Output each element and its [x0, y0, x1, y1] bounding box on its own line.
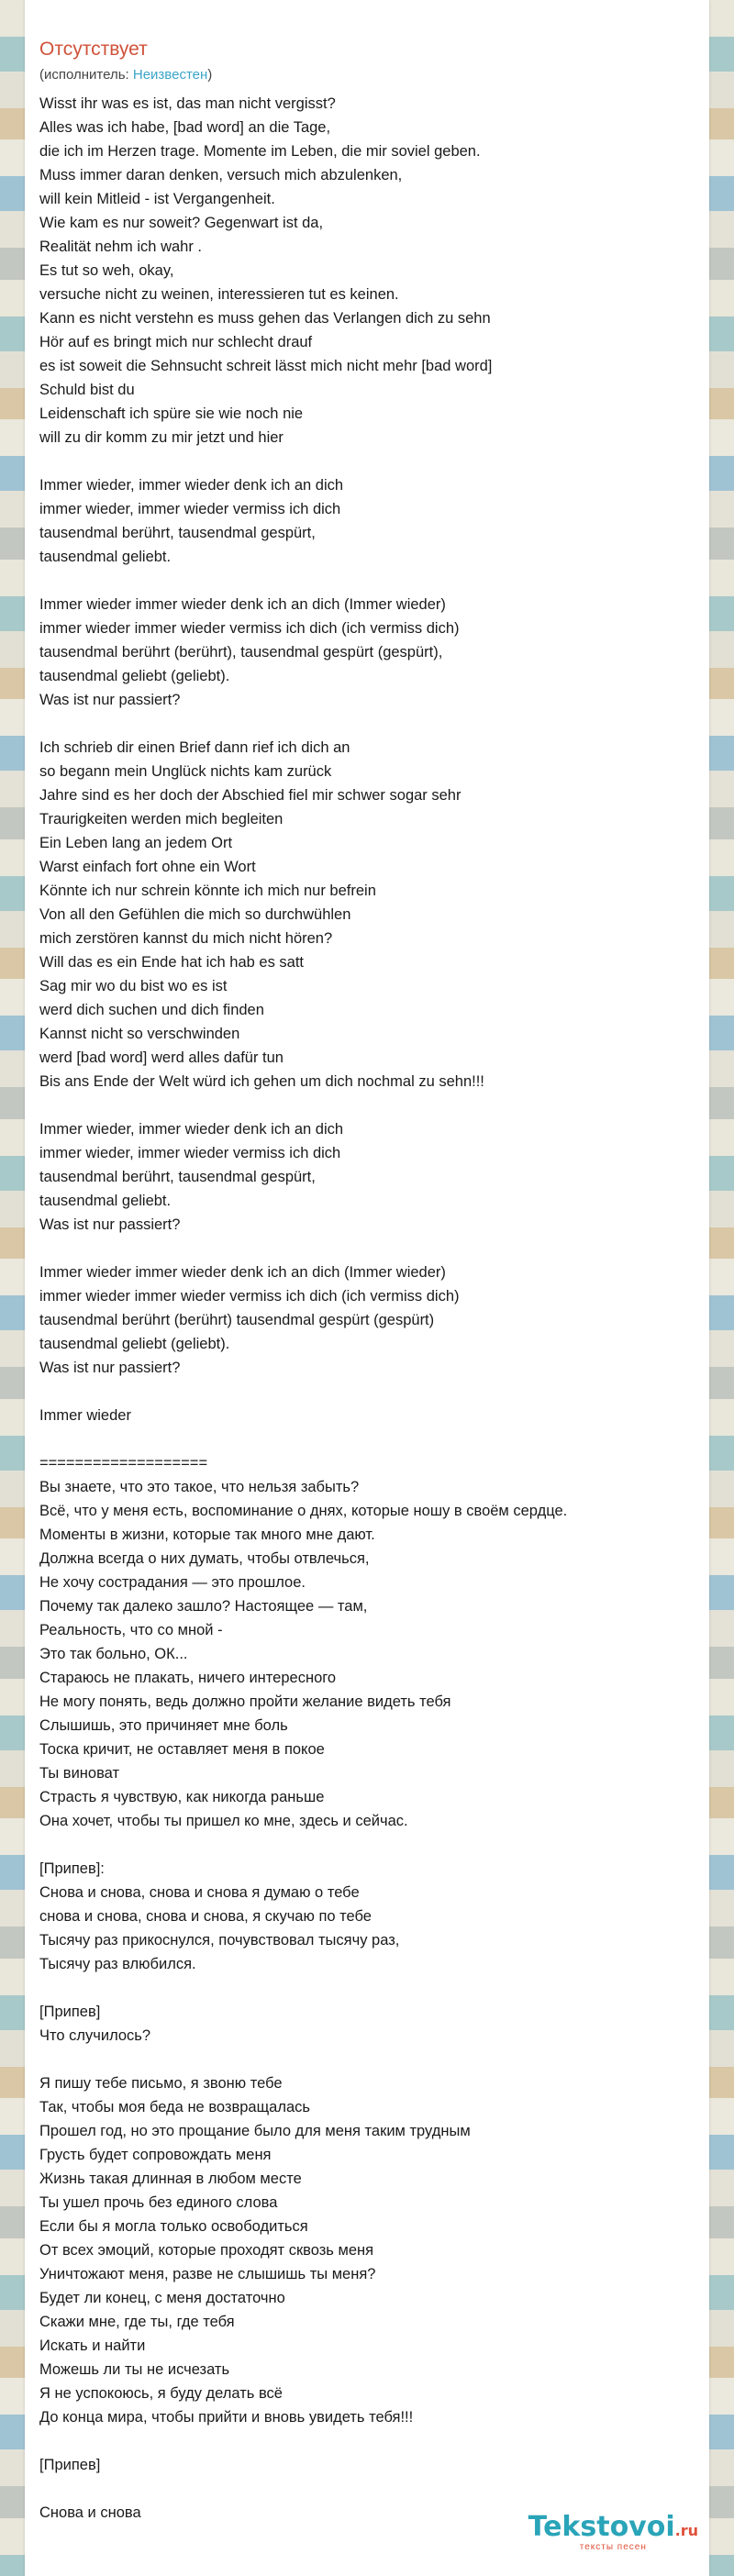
- logo-tld: .ru: [674, 2522, 698, 2539]
- logo-tagline: тексты песен: [579, 2542, 647, 2552]
- artist-prefix: (исполнитель:: [39, 67, 133, 83]
- site-logo[interactable]: [528, 2511, 698, 2552]
- artist-line: [39, 66, 212, 84]
- song-title: Отсутствует: [39, 39, 148, 60]
- lyrics-card: [25, 0, 709, 2576]
- logo-wordmark: [528, 2511, 698, 2543]
- logo-name: Tekstovoi: [528, 2511, 675, 2543]
- lyrics-text: Wisst ihr was es ist, das man nicht vergisst? Alles was ich habe, [bad word] an die Tage, die ich im Herzen trage. Momente im Leben, die mir soviel geben. Muss immer daran denken, versuch mich abzulenken, will kein Mitleid - ist Vergangenheit. Wie kam es nur soweit? Gegenwart ist da, Realität nehm ich wahr . Es tut so weh, okay, versuche nicht zu weinen, interessieren tut es keinen. Kann es nicht verstehn es muss gehen das Verlangen dich zu sehn Hör auf es bringt mich nur schlecht drauf es ist soweit die Sehnsucht schreit lässt mich nicht mehr [bad word] Schuld bist du Leidenschaft ich spüre sie wie noch nie will zu dir komm zu mir jetzt und hier Immer wieder, immer wieder denk ich an dich immer wieder, immer wieder vermiss ich dich tausendmal berührt, tausendmal gespürt, tausendmal geliebt. Immer wieder immer wieder denk ich an dich (Immer wieder) immer wieder immer wieder vermiss ich dich (ich vermiss dich) tausendmal berührt (berührt), tausendmal gespürt (gespürt), tausendmal geliebt (geliebt). Was ist nur passiert? Ich schrieb dir einen Brief dann rief ich dich an so begann mein Unglück nichts kam zurück Jahre sind es her doch der Abschied fiel mir schwer sogar sehr Traurigkeiten werden mich begleiten Ein Leben lang an jedem Ort Warst einfach fort ohne ein Wort Könnte ich nur schrein könnte ich mich nur befrein Von all den Gefühlen die mich so durchwühlen mich zerstören kannst du mich nicht hören? Will das es ein Ende hat ich hab es satt Sag mir wo du bist wo es ist werd dich suchen und dich finden Kannst nicht so verschwinden werd [bad word] werd alles dafür tun Bis ans Ende der Welt würd ich gehen um dich nochmal zu sehn!!! Immer wieder, immer wieder denk ich an dich immer wieder, immer wieder vermiss ich dich tausendmal berührt, tausendmal gespürt, tausendmal geliebt. Was ist nur passiert? Immer wieder immer wieder denk ich an dich (Immer wieder) immer wieder immer wieder vermiss ich dich (ich vermiss dich) tausendmal berührt (berührt) tausendmal gespürt (gespürt) tausendmal geliebt (geliebt). Was ist nur passiert? Immer wieder =================== Вы знаете, что это такое, что нельзя забыть? Всё, что у меня есть, воспоминание о днях, которые ношу в своём сердце. Моменты в жизни, которые так много мне дают. Должна всегда о них думать, чтобы отвлечься, Не хочу сострадания — это прошлое. Почему так далеко зашло? Настоящее — там, Реальность, что со мной - Это так больно, ОК... Стараюсь не плакать, ничего интересного Не могу понять, ведь должно пройти желание видеть тебя Слышишь, это причиняет мне боль Тоска кричит, не оставляет меня в покое Ты виноват Страсть я чувствую, как никогда раньше Она хочет, чтобы ты пришел ко мне, здесь и сейчас. [Припев]: Снова и снова, снова и снова я думаю о тебе снова и снова, снова и снова, я скучаю по тебе Тысячу раз прикоснулся, почувствовал тысячу раз, Тысячу раз влюбился. [Припев] Что случилось? Я пишу тебе письмо, я звоню тебе Так, чтобы моя беда не возвращалась Прошел год, но это прощание было для меня таким трудным Грусть будет сопровождать меня Жизнь такая длинная в любом месте Ты ушел прочь без единого слова Если бы я могла только освободиться От всех эмоций, которые проходят сквозь меня Уничтожают меня, разве не слышишь ты меня? Будет ли конец, с меня достаточно Скажи мне, где ты, где тебя Искать и найти Можешь ли ты не исчезать Я не успокоюсь, я буду делать всё До конца мира, чтобы прийти и вновь увидеть тебя!!! [Припев] Снова и снова: [39, 95, 568, 2521]
- artist-link[interactable]: Неизвестен: [132, 67, 208, 83]
- artist-suffix: ): [207, 67, 213, 83]
